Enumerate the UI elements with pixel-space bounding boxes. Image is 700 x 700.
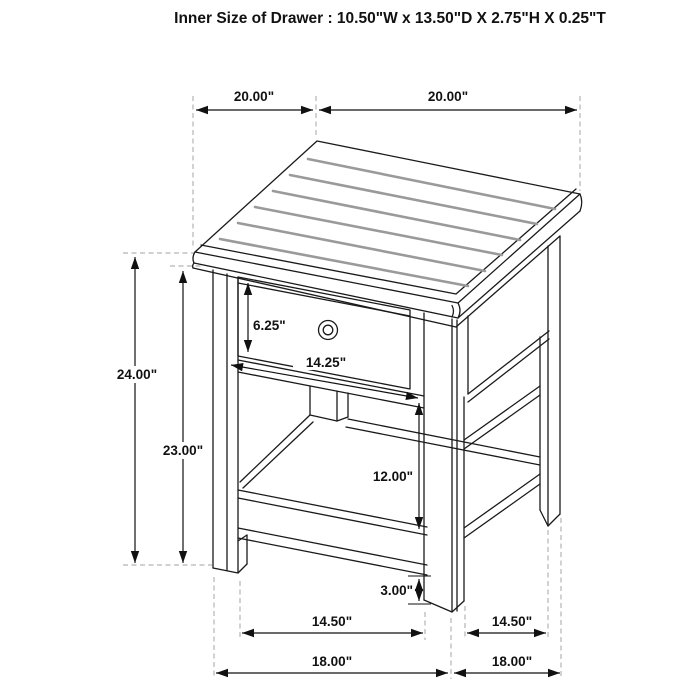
dim-under-top-height: 23.00" (162, 443, 204, 458)
back-right-leg (540, 236, 560, 526)
extension-lines (123, 96, 580, 679)
dim-side-inner-depth: 14.50" (491, 614, 533, 629)
front-right-leg (424, 313, 468, 612)
dim-drawer-opening-width: 14.25" (305, 355, 347, 370)
right-apron (468, 331, 549, 402)
page-title: Inner Size of Drawer : 10.50"W x 13.50"D X 2.75"H X 0.25"T (174, 10, 606, 27)
dim-side-overall-depth: 18.00" (491, 654, 533, 669)
dimension-labels (117, 89, 532, 669)
dim-front-overall-width: 18.00" (311, 654, 353, 669)
dim-shelf-clearance: 12.00" (372, 469, 413, 484)
dim-top-width-left: 20.00" (233, 89, 275, 104)
dim-top-width-right: 20.00" (427, 89, 469, 104)
dimension-lines (135, 110, 577, 673)
front-left-leg (213, 270, 247, 573)
drawer-ring-pull (319, 321, 338, 340)
back-leg (310, 386, 348, 421)
dim-overall-height: 24.00" (116, 367, 158, 382)
dim-bottom-rail-height: 3.00" (380, 583, 413, 598)
dim-drawer-front-height: 6.25" (253, 318, 286, 333)
dim-front-inner-width: 14.50" (311, 614, 353, 629)
drawer-front (238, 277, 410, 389)
